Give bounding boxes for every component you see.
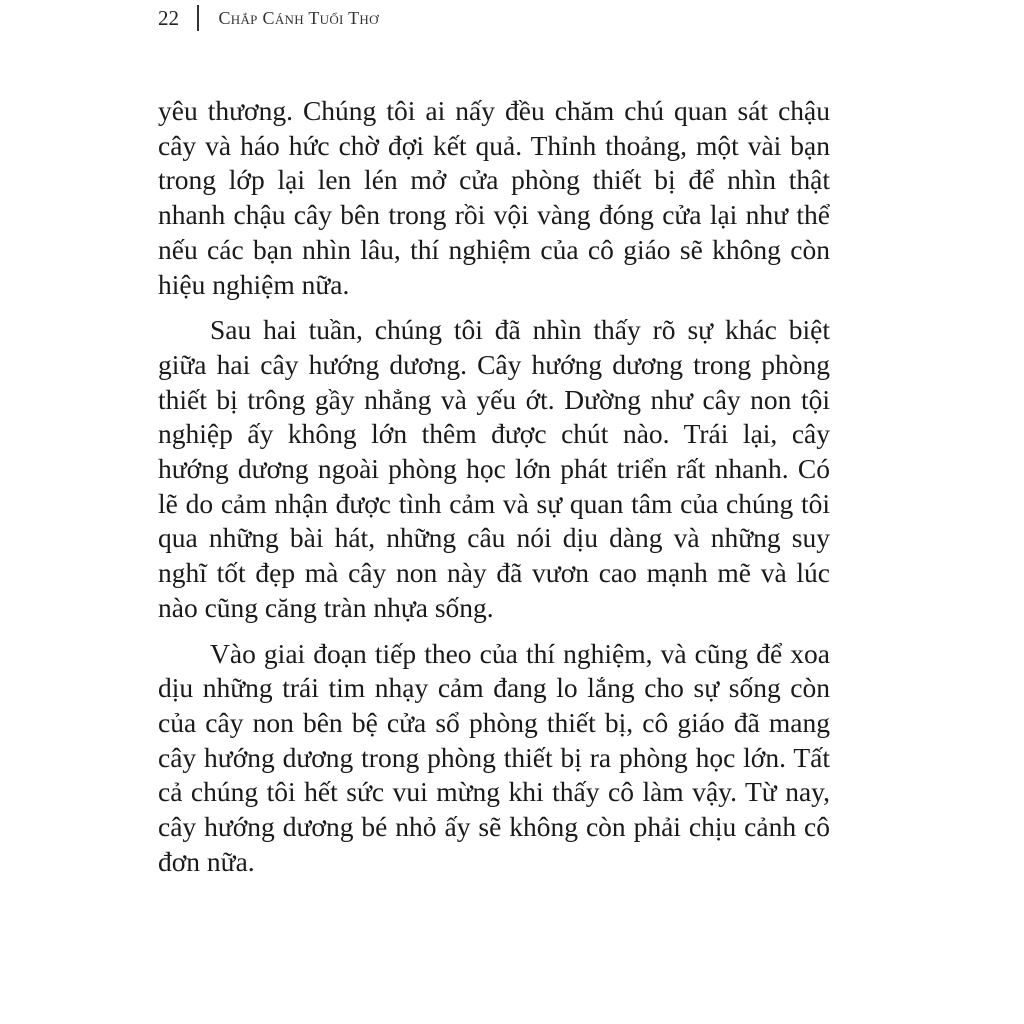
paragraph: Sau hai tuần, chúng tôi đã nhìn thấy rõ sự khác biệt giữa hai cây hướng dương. Cây hướng dương trong phòng thiết bị trông gầy nhẳng và yếu ớt. Dường như cây non tội nghiệp ấy không lớn thêm được chút nào. Trái lại, cây hướng dương ngoài phòng học lớn phát triển rất nhanh. Có lẽ do cảm nhận được tình cảm và sự quan tâm của chúng tôi qua những bài hát, những câu nói dịu dàng và những suy nghĩ tốt đẹp mà cây non này đã vươn cao mạnh mẽ và lúc nào cũng căng tràn nhựa sống. bbox=[158, 314, 830, 623]
body-text bbox=[158, 94, 830, 890]
paragraph: Vào giai đoạn tiếp theo của thí nghiệm, và cũng để xoa dịu những trái tim nhạy cảm đang lo lắng cho sự sống còn của cây non bên bệ cửa sổ phòng thiết bị, cô giáo đã mang cây hướng dương trong phòng thiết bị ra phòng học lớn. Tất cả chúng tôi hết sức vui mừng khi thấy cô làm vậy. Từ nay, cây hướng dương bé nhỏ ấy sẽ không còn phải chịu cảnh cô đơn nữa. bbox=[158, 637, 830, 877]
page-number: 22 bbox=[158, 6, 179, 30]
book-title: Chắp Cánh Tuổi Thơ bbox=[218, 8, 379, 28]
header-divider bbox=[197, 5, 199, 31]
paragraph-continuation: yêu thương. Chúng tôi ai nấy đều chăm chú quan sát chậu cây và háo hức chờ đợi kết quả. Thỉnh thoảng, một vài bạn trong lớp lại len lén mở cửa phòng thiết bị để nhìn thật nhanh chậu cây bên trong rồi vội vàng đóng cửa lại như thể nếu các bạn nhìn lâu, thí nghiệm của cô giáo sẽ không còn hiệu nghiệm nữa. bbox=[158, 95, 830, 300]
running-header bbox=[158, 4, 379, 32]
